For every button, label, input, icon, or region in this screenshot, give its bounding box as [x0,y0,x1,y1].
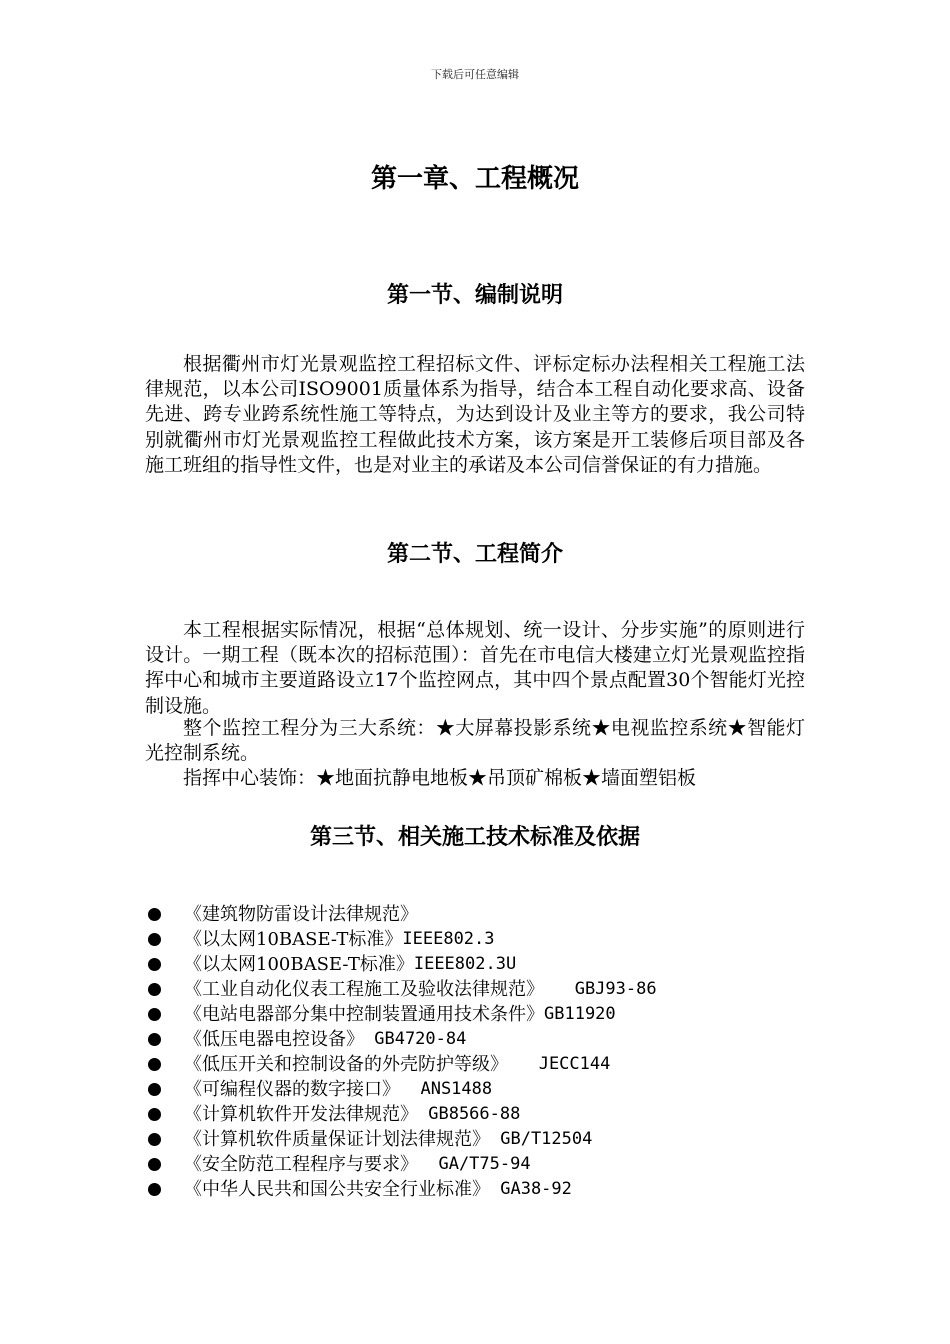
standard-code: GA38-92 [490,1179,572,1199]
chapter-title: 第一章、工程概况 [370,164,579,194]
list-item [145,1127,825,1152]
standard-name: 《以太网10BASE-T标准》 [184,929,403,950]
section2-paragraph-3: 指挥中心装饰：★地面抗静电地板★吊顶矿棉板★墙面塑铝板 [183,767,697,789]
standard-code: GB8566-88 [418,1104,521,1124]
standard-name: 《低压电器电控设备》 [184,1029,364,1050]
standard-code: IEEE802.3U [413,954,517,974]
bullet-icon [148,1133,161,1146]
standard-name: 《计算机软件开发法律规范》 [184,1104,418,1125]
list-item [145,1002,825,1027]
page-header-note: 下载后可任意编辑 [431,68,519,81]
standard-name: 《安全防范工程程序与要求》 [184,1154,418,1175]
standard-code: GA/T75-94 [418,1154,531,1174]
standard-name: 《可编程仪器的数字接口》 [184,1079,400,1100]
standard-name: 《工业自动化仪表工程施工及验收法律规范》 [184,979,544,1000]
section1-paragraph: 根据衢州市灯光景观监控工程招标文件、评标定标办法程相关工程施工法律规范，以本公司ISO9001质量体系为指导，结合本工程自动化要求高、设备先进、跨专业跨系统性施工等特点，为达到设计及业主等方的要求，我公司特别就衢州市灯光景观监控工程做此技术方案，该方案是开工装修后项目部及各施工班组的指导性文件，也是对业主的承诺及本公司信誉保证的有力措施。 [145,353,805,476]
section2-paragraph-2: 整个监控工程分为三大系统：★大屏幕投影系统★电视监控系统★智能灯光控制系统。 [145,717,805,765]
bullet-icon [148,1108,161,1121]
bullet-icon [148,908,161,921]
standard-name: 《计算机软件质量保证计划法律规范》 [184,1129,490,1150]
list-item [145,1027,825,1052]
standard-name: 《建筑物防雷设计法律规范》 [184,904,418,925]
standard-name: 《电站电器部分集中控制装置通用技术条件》 [184,1004,544,1025]
bullet-icon [148,1008,161,1021]
list-item [145,1077,825,1102]
standard-code: GB11920 [544,1004,616,1024]
bullet-icon [148,983,161,996]
standard-code: GB4720-84 [364,1029,467,1049]
bullet-icon [148,1058,161,1071]
list-item [145,902,825,927]
bullet-icon [148,1033,161,1046]
list-item [145,1102,825,1127]
section2-paragraph-1: 本工程根据实际情况，根据“总体规划、统一设计、分步实施”的原则进行设计。一期工程（既本次的招标范围）：首先在市电信大楼建立灯光景观监控指挥中心和城市主要道路设立17个监控网点，其中四个景点配置30个智能灯光控制设施。 [145,619,805,717]
bullet-icon [148,1158,161,1171]
section-title-1: 第一节、编制说明 [386,283,563,308]
standard-code: GBJ93-86 [544,979,657,999]
list-item [145,1177,825,1202]
section-title-3: 第三节、相关施工技术标准及依据 [309,825,640,850]
standard-code: IEEE802.3 [402,929,495,949]
standard-name: 《低压开关和控制设备的外壳防护等级》 [184,1054,508,1075]
bullet-icon [148,1183,161,1196]
bullet-icon [148,933,161,946]
standard-name: 《以太网100BASE-T标准》 [184,954,414,975]
bullet-icon [148,958,161,971]
list-item [145,1052,825,1077]
standards-list [145,902,825,1202]
standard-name: 《中华人民共和国公共安全行业标准》 [184,1179,490,1200]
list-item [145,977,825,1002]
section-title-2: 第二节、工程简介 [386,542,563,567]
list-item [145,1152,825,1177]
standard-code: GB/T12504 [490,1129,593,1149]
bullet-icon [148,1083,161,1096]
list-item [145,927,825,952]
list-item [145,952,825,977]
standard-code: JECC144 [508,1054,611,1074]
standard-code: ANS1488 [400,1079,493,1099]
